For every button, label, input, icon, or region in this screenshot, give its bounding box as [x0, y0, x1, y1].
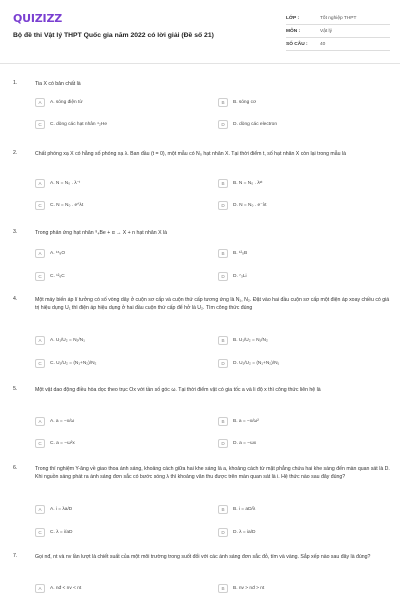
question-number: 2.: [13, 150, 18, 156]
option-b[interactable]: [218, 247, 378, 259]
option-text: B. ¹²₅B: [233, 250, 248, 256]
option-text: A. sóng điện từ: [50, 99, 83, 105]
meta-key: SỐ CÂU :: [286, 41, 308, 47]
option-text: D. N = N₀ . e⁻λt: [233, 202, 267, 208]
quizizz-logo: QUIZIZZ: [13, 12, 62, 25]
option-text: B. a = −x/ω²: [233, 418, 259, 424]
question-text: Một vật dao động điều hòa dọc theo trục Ox với tần số góc ω. Tại thời điểm vật có gia tốc a và li độ x thì công thức liên hệ là: [35, 387, 321, 393]
option-a[interactable]: [35, 96, 195, 108]
question-number: 7.: [13, 553, 18, 559]
question-number: 5.: [13, 386, 18, 392]
option-letter: A: [35, 505, 45, 514]
option-b[interactable]: [218, 96, 378, 108]
option-text: C. λ = i/aD: [50, 529, 73, 535]
meta-row-subject: [286, 25, 390, 38]
option-d[interactable]: [218, 526, 378, 538]
meta-value: Vật lý: [320, 28, 332, 34]
option-text: D. λ = ia/D: [233, 529, 256, 535]
option-letter: B: [218, 417, 228, 426]
question-text: Gọi nđ, nt và nv lần lượt là chiết suất của một môi trường trong suốt đối với các ánh sáng đơn sắc đỏ, tím và vàng. Sắp xếp nào sau đây là đúng?: [35, 554, 371, 560]
question-text: Trong thí nghiệm Y-âng về giao thoa ánh sáng, khoảng cách giữa hai khe sáng là a, khoảng cách từ mặt phẳng chứa hai khe sáng đến màn quan sát là D. Khi nguồn sáng phát ra ánh sáng đơn sắc có bước sóng λ thì khoảng vân thu được trên màn quan sát là i. Hệ thức nào sau đây đúng?: [35, 466, 390, 480]
option-text: A. nđ < nv < nt: [50, 585, 82, 591]
option-text: D. a = −ωx: [233, 440, 257, 446]
option-b[interactable]: [218, 177, 378, 189]
question-text: Chất phóng xạ X có hằng số phóng xạ λ. Ban đầu (t = 0), một mẫu có N₀ hạt nhân X. Tại thời điểm t, số hạt nhân X còn lại trong mẫu là: [35, 151, 346, 157]
option-letter: B: [218, 584, 228, 593]
option-c[interactable]: [35, 357, 195, 369]
option-letter: A: [35, 249, 45, 258]
option-d[interactable]: [218, 357, 378, 369]
page-header: [0, 0, 400, 64]
meta-value: 40: [320, 41, 326, 47]
option-letter: D: [218, 528, 228, 537]
question-number: 1.: [13, 80, 18, 86]
option-text: B. nv > nđ > nt: [233, 585, 265, 591]
option-text: A. a = −x/ω: [50, 418, 75, 424]
option-text: B. U₁/U₂ = N₁/N₂: [233, 337, 268, 343]
option-a[interactable]: [35, 334, 195, 346]
option-text: C. ¹²₆C: [50, 273, 65, 279]
option-a[interactable]: [35, 247, 195, 259]
option-d[interactable]: [218, 437, 378, 449]
option-letter: C: [35, 359, 45, 368]
option-text: B. sóng cơ: [233, 99, 257, 105]
option-letter: A: [35, 417, 45, 426]
option-d[interactable]: [218, 199, 378, 211]
option-a[interactable]: [35, 503, 195, 515]
option-text: A. N = N₀ . λ⁻ᵗ: [50, 180, 81, 186]
option-letter: D: [218, 359, 228, 368]
option-letter: A: [35, 584, 45, 593]
option-a[interactable]: [35, 415, 195, 427]
option-a[interactable]: [35, 582, 195, 594]
option-letter: D: [218, 120, 228, 129]
option-b[interactable]: [218, 503, 378, 515]
option-b[interactable]: [218, 582, 378, 594]
meta-key: LỚP :: [286, 15, 300, 21]
option-letter: B: [218, 249, 228, 258]
option-text: C. N = N₀ . e^λt: [50, 202, 84, 208]
option-letter: A: [35, 336, 45, 345]
page-title: Bộ đề thi Vật lý THPT Quốc gia năm 2022 có lời giải (Đề số 21): [13, 32, 214, 39]
option-text: B. N = N₀ . λᵉᵗ: [233, 180, 263, 186]
meta-row-count: [286, 38, 390, 51]
question-number: 3.: [13, 229, 18, 235]
question-text: Tia X có bản chất là: [35, 81, 81, 87]
option-a[interactable]: [35, 177, 195, 189]
option-text: D. U₁/U₂ = (N₁+N₂)/N₁: [233, 360, 280, 366]
option-letter: B: [218, 98, 228, 107]
option-letter: A: [35, 179, 45, 188]
question-text: Một máy biến áp lí tưởng có số vòng dây ở cuộn sơ cấp và cuộn thứ cấp tương ứng là N₁, N₂. Đặt vào hai đầu cuộn sơ cấp một điện áp xoay chiều có giá trị hiệu dụng U₁ thì điện áp hiệu dụng ở hai đầu cuộn thứ cấp để hở là U₂. Tìm công thức đúng: [35, 297, 390, 311]
option-b[interactable]: [218, 334, 378, 346]
option-letter: C: [35, 272, 45, 281]
meta-info: [286, 12, 390, 51]
option-letter: B: [218, 179, 228, 188]
option-text: D. dòng các electron: [233, 121, 277, 127]
option-letter: D: [218, 272, 228, 281]
option-b[interactable]: [218, 415, 378, 427]
option-letter: C: [35, 528, 45, 537]
option-c[interactable]: [35, 437, 195, 449]
option-text: A. ¹⁶₈O: [50, 250, 66, 256]
option-text: C. dòng các hạt nhân ⁴₂He: [50, 121, 107, 127]
option-letter: C: [35, 439, 45, 448]
option-letter: C: [35, 201, 45, 210]
option-text: C. a = −ω²x: [50, 440, 75, 446]
option-c[interactable]: [35, 199, 195, 211]
option-d[interactable]: [218, 270, 378, 282]
option-letter: D: [218, 439, 228, 448]
option-text: A. U₁/U₂ = N₂/N₁: [50, 337, 85, 343]
option-text: A. i = λa/D: [50, 506, 73, 512]
option-letter: A: [35, 98, 45, 107]
option-text: D. ⁷₃Li: [233, 273, 247, 279]
option-c[interactable]: [35, 526, 195, 538]
question-number: 6.: [13, 465, 18, 471]
option-letter: B: [218, 336, 228, 345]
question-text: Trong phản ứng hạt nhân ⁹₄Be + α → X + n hạt nhân X là: [35, 230, 168, 236]
question-number: 4.: [13, 296, 18, 302]
option-letter: D: [218, 201, 228, 210]
meta-key: MÔN :: [286, 28, 301, 34]
option-d[interactable]: [218, 118, 378, 130]
option-c[interactable]: [35, 270, 195, 282]
meta-value: Tốt nghiệp THPT: [320, 15, 357, 21]
meta-row-class: [286, 12, 390, 25]
option-c[interactable]: [35, 118, 195, 130]
option-text: C. U₁/U₂ = (N₁+N₂)/N₂: [50, 360, 97, 366]
option-letter: B: [218, 505, 228, 514]
option-letter: C: [35, 120, 45, 129]
option-text: B. i = aD/λ: [233, 506, 256, 512]
